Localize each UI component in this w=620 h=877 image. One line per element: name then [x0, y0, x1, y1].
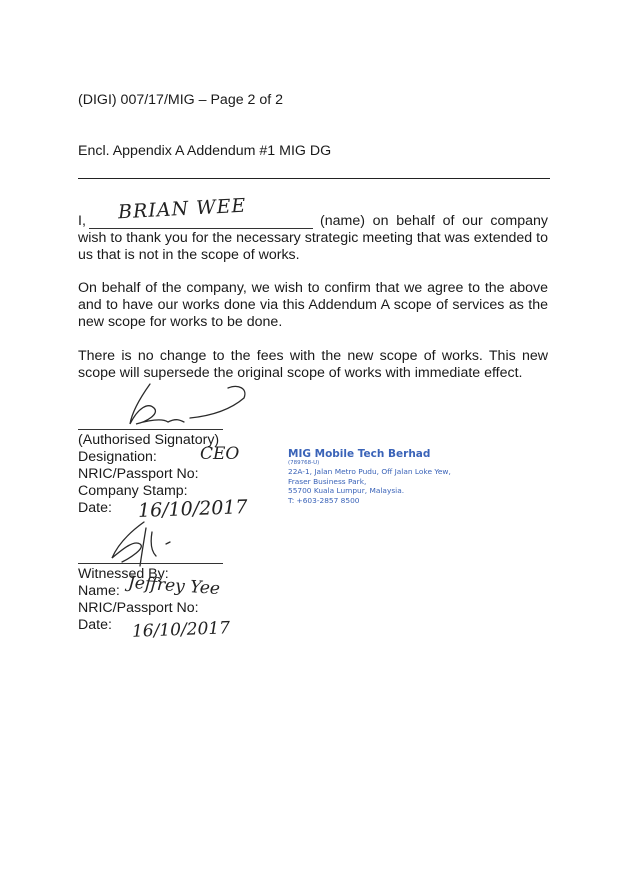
nric-label: NRIC/Passport No:	[78, 466, 199, 482]
intro-suffix: (name) on behalf of our company	[320, 213, 548, 229]
witness-name-label: Name:	[78, 583, 120, 599]
stamp-phone: T: +603-2857 8500	[288, 495, 360, 505]
designation-label: Designation:	[78, 449, 157, 465]
handwritten-date: 16/10/2017	[137, 496, 248, 522]
witness-nric-label: NRIC/Passport No:	[78, 600, 199, 616]
intro-prefix: I,	[78, 213, 86, 229]
handwritten-name: BRIAN WEE	[117, 194, 247, 224]
reference-line: (DIGI) 007/17/MIG – Page 2 of 2	[78, 92, 284, 108]
stamp-reg-no: (789768-U)	[288, 460, 320, 466]
authorised-label: (Authorised Signatory)	[78, 432, 220, 448]
witnessed-label: Witnessed By:	[78, 566, 169, 582]
stamp-address-1: 22A-1, Jalan Metro Pudu, Off Jalan Loke Yew,	[288, 467, 451, 476]
company-stamp	[288, 448, 478, 505]
intro-paragraph: wish to thank you for the necessary strategic meeting that was extended to us that is not in the scope of works.	[78, 230, 548, 263]
handwritten-witness-name: Jeffrey Yee	[127, 572, 221, 600]
enclosure-line: Encl. Appendix A Addendum #1 MIG DG	[78, 143, 332, 159]
witness-date-label: Date:	[78, 617, 112, 633]
stamp-company-name: MIG Mobile Tech Berhad	[288, 448, 431, 460]
header-divider	[78, 178, 550, 179]
paragraph-fees: There is no change to the fees with the new scope of works. This new scope will supersede the original scope of works with immediate effect.	[78, 348, 548, 381]
stamp-address-2: Fraser Business Park,	[288, 476, 367, 486]
date-label: Date:	[78, 500, 112, 516]
paragraph-confirmation: On behalf of the company, we wish to confirm that we agree to the above and to have our works done via this Addendum A scope of services as the new scope for works to be done.	[78, 280, 548, 330]
stamp-address-3: 55700 Kuala Lumpur, Malaysia.	[288, 486, 405, 495]
handwritten-designation: CEO	[200, 444, 240, 464]
witness-line	[78, 563, 223, 564]
handwritten-witness-date: 16/10/2017	[131, 618, 231, 642]
signatory-line	[78, 429, 223, 430]
name-line	[89, 228, 313, 229]
company-stamp-label: Company Stamp:	[78, 483, 188, 499]
